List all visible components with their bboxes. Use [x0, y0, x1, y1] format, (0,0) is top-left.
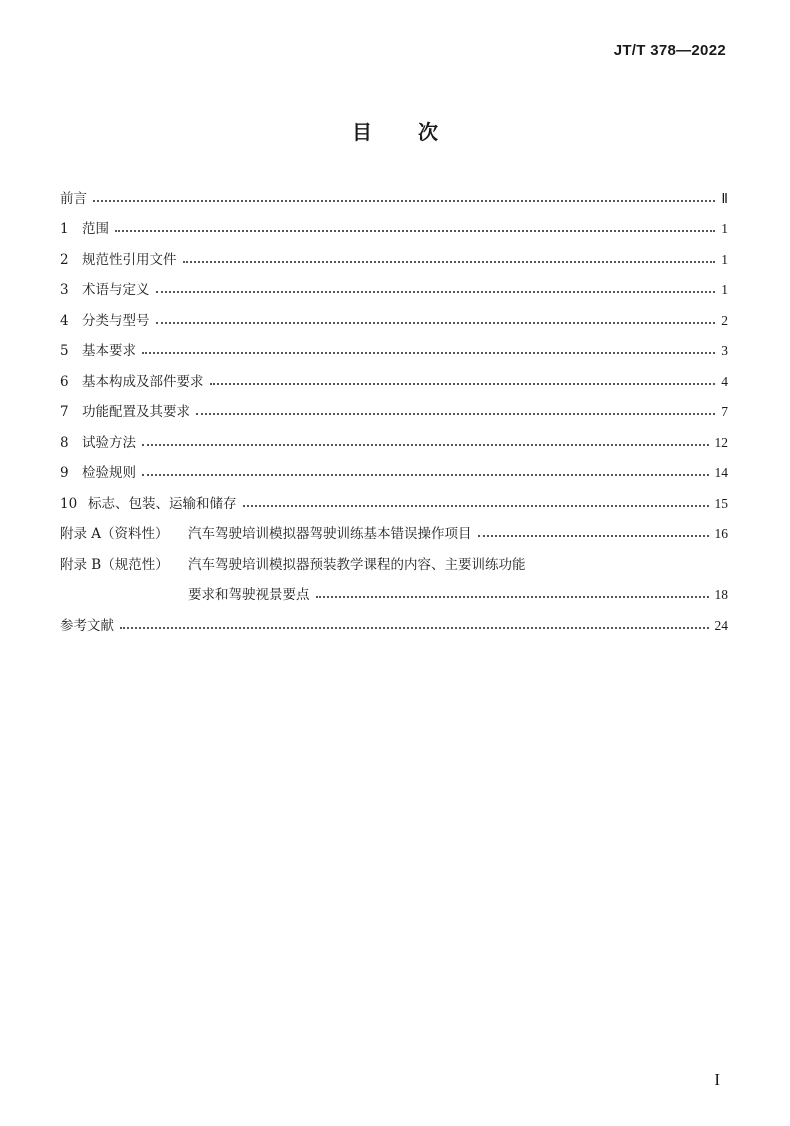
page-number: I [714, 1070, 720, 1089]
toc-label: 前言 [60, 190, 87, 207]
toc-leader-dots [156, 291, 716, 293]
toc-number: 1 [60, 221, 69, 237]
toc-label: 术语与定义 [82, 282, 150, 298]
toc-leader-dots [210, 383, 716, 385]
toc-page-number: 4 [721, 373, 728, 389]
toc-entry-bibliography[interactable] [60, 603, 728, 634]
toc-leader-dots [196, 413, 715, 415]
toc-page-number: 7 [721, 404, 728, 419]
toc-page-number: 1 [721, 251, 728, 267]
toc-leader-dots [478, 535, 709, 537]
toc-number: 2 [60, 251, 69, 268]
toc-page-number: 24 [714, 617, 728, 633]
toc-annex-tag: 附录 B（规范性） [60, 556, 169, 573]
toc-entry-annex-b-continued[interactable] [60, 573, 728, 604]
toc-leader-dots [142, 474, 709, 476]
toc-number: 9 [60, 465, 69, 481]
toc-leader-dots [142, 352, 715, 354]
standard-code: JT/T 378—2022 [613, 42, 726, 59]
toc-entry-5[interactable] [60, 329, 728, 360]
toc-leader-dots [243, 505, 709, 507]
toc-label: 基本构成及部件要求 [82, 373, 204, 390]
toc-label: 汽车驾驶培训模拟器预装教学课程的内容、主要训练功能 [188, 556, 526, 573]
toc-number: 5 [60, 343, 69, 359]
toc-number: 10 [60, 495, 78, 512]
toc-label: 试验方法 [82, 434, 136, 451]
toc-entry-9[interactable] [60, 451, 728, 482]
toc-label: 分类与型号 [82, 312, 150, 329]
toc-entry-annex-b[interactable] [60, 542, 728, 573]
toc-annex-tag: 附录 A（资料性） [60, 526, 169, 542]
toc-page-number: 1 [721, 282, 728, 297]
toc-leader-dots [316, 596, 709, 598]
toc-page-number: 14 [714, 465, 728, 480]
page-title [0, 116, 790, 145]
toc-leader-dots [93, 200, 715, 202]
toc-entry-6[interactable] [60, 359, 728, 390]
toc-page-number: 1 [721, 221, 728, 236]
table-of-contents [60, 176, 728, 634]
toc-label: 汽车驾驶培训模拟器驾驶训练基本错误操作项目 [188, 526, 472, 542]
toc-label: 规范性引用文件 [82, 251, 177, 268]
toc-label: 检验规则 [82, 465, 136, 481]
toc-number: 4 [60, 312, 69, 329]
toc-label: 范围 [82, 221, 109, 237]
toc-number: 7 [60, 404, 69, 420]
page-title-char-1: 目 [352, 120, 372, 144]
toc-label: 要求和驾驶视景要点 [188, 587, 310, 603]
toc-entry-4[interactable] [60, 298, 728, 329]
toc-entry-annex-a[interactable] [60, 512, 728, 543]
toc-page-number: 18 [714, 587, 728, 602]
toc-label: 标志、包装、运输和储存 [88, 495, 237, 512]
toc-label: 参考文献 [60, 617, 114, 634]
toc-entry-7[interactable] [60, 390, 728, 421]
toc-leader-dots [142, 444, 709, 446]
toc-number: 8 [60, 434, 69, 451]
toc-entry-10[interactable] [60, 481, 728, 512]
toc-leader-dots [183, 261, 716, 263]
toc-entry-3[interactable] [60, 268, 728, 299]
toc-page-number: 3 [721, 343, 728, 358]
toc-page-number: 12 [714, 434, 728, 450]
toc-label: 基本要求 [82, 343, 136, 359]
toc-page-number: 2 [721, 312, 728, 328]
toc-leader-dots [115, 230, 715, 232]
toc-number: 6 [60, 373, 69, 390]
toc-page-number: Ⅱ [721, 190, 728, 206]
toc-number: 3 [60, 282, 69, 298]
toc-entry-8[interactable] [60, 420, 728, 451]
toc-entry-2[interactable] [60, 237, 728, 268]
toc-leader-dots [120, 627, 709, 629]
toc-leader-dots [156, 322, 716, 324]
page-title-char-2: 次 [418, 120, 438, 144]
toc-label: 功能配置及其要求 [82, 404, 190, 420]
toc-entry-foreword[interactable] [60, 176, 728, 207]
toc-entry-1[interactable] [60, 207, 728, 238]
toc-page-number: 16 [714, 526, 728, 541]
toc-page-number: 15 [714, 495, 728, 511]
